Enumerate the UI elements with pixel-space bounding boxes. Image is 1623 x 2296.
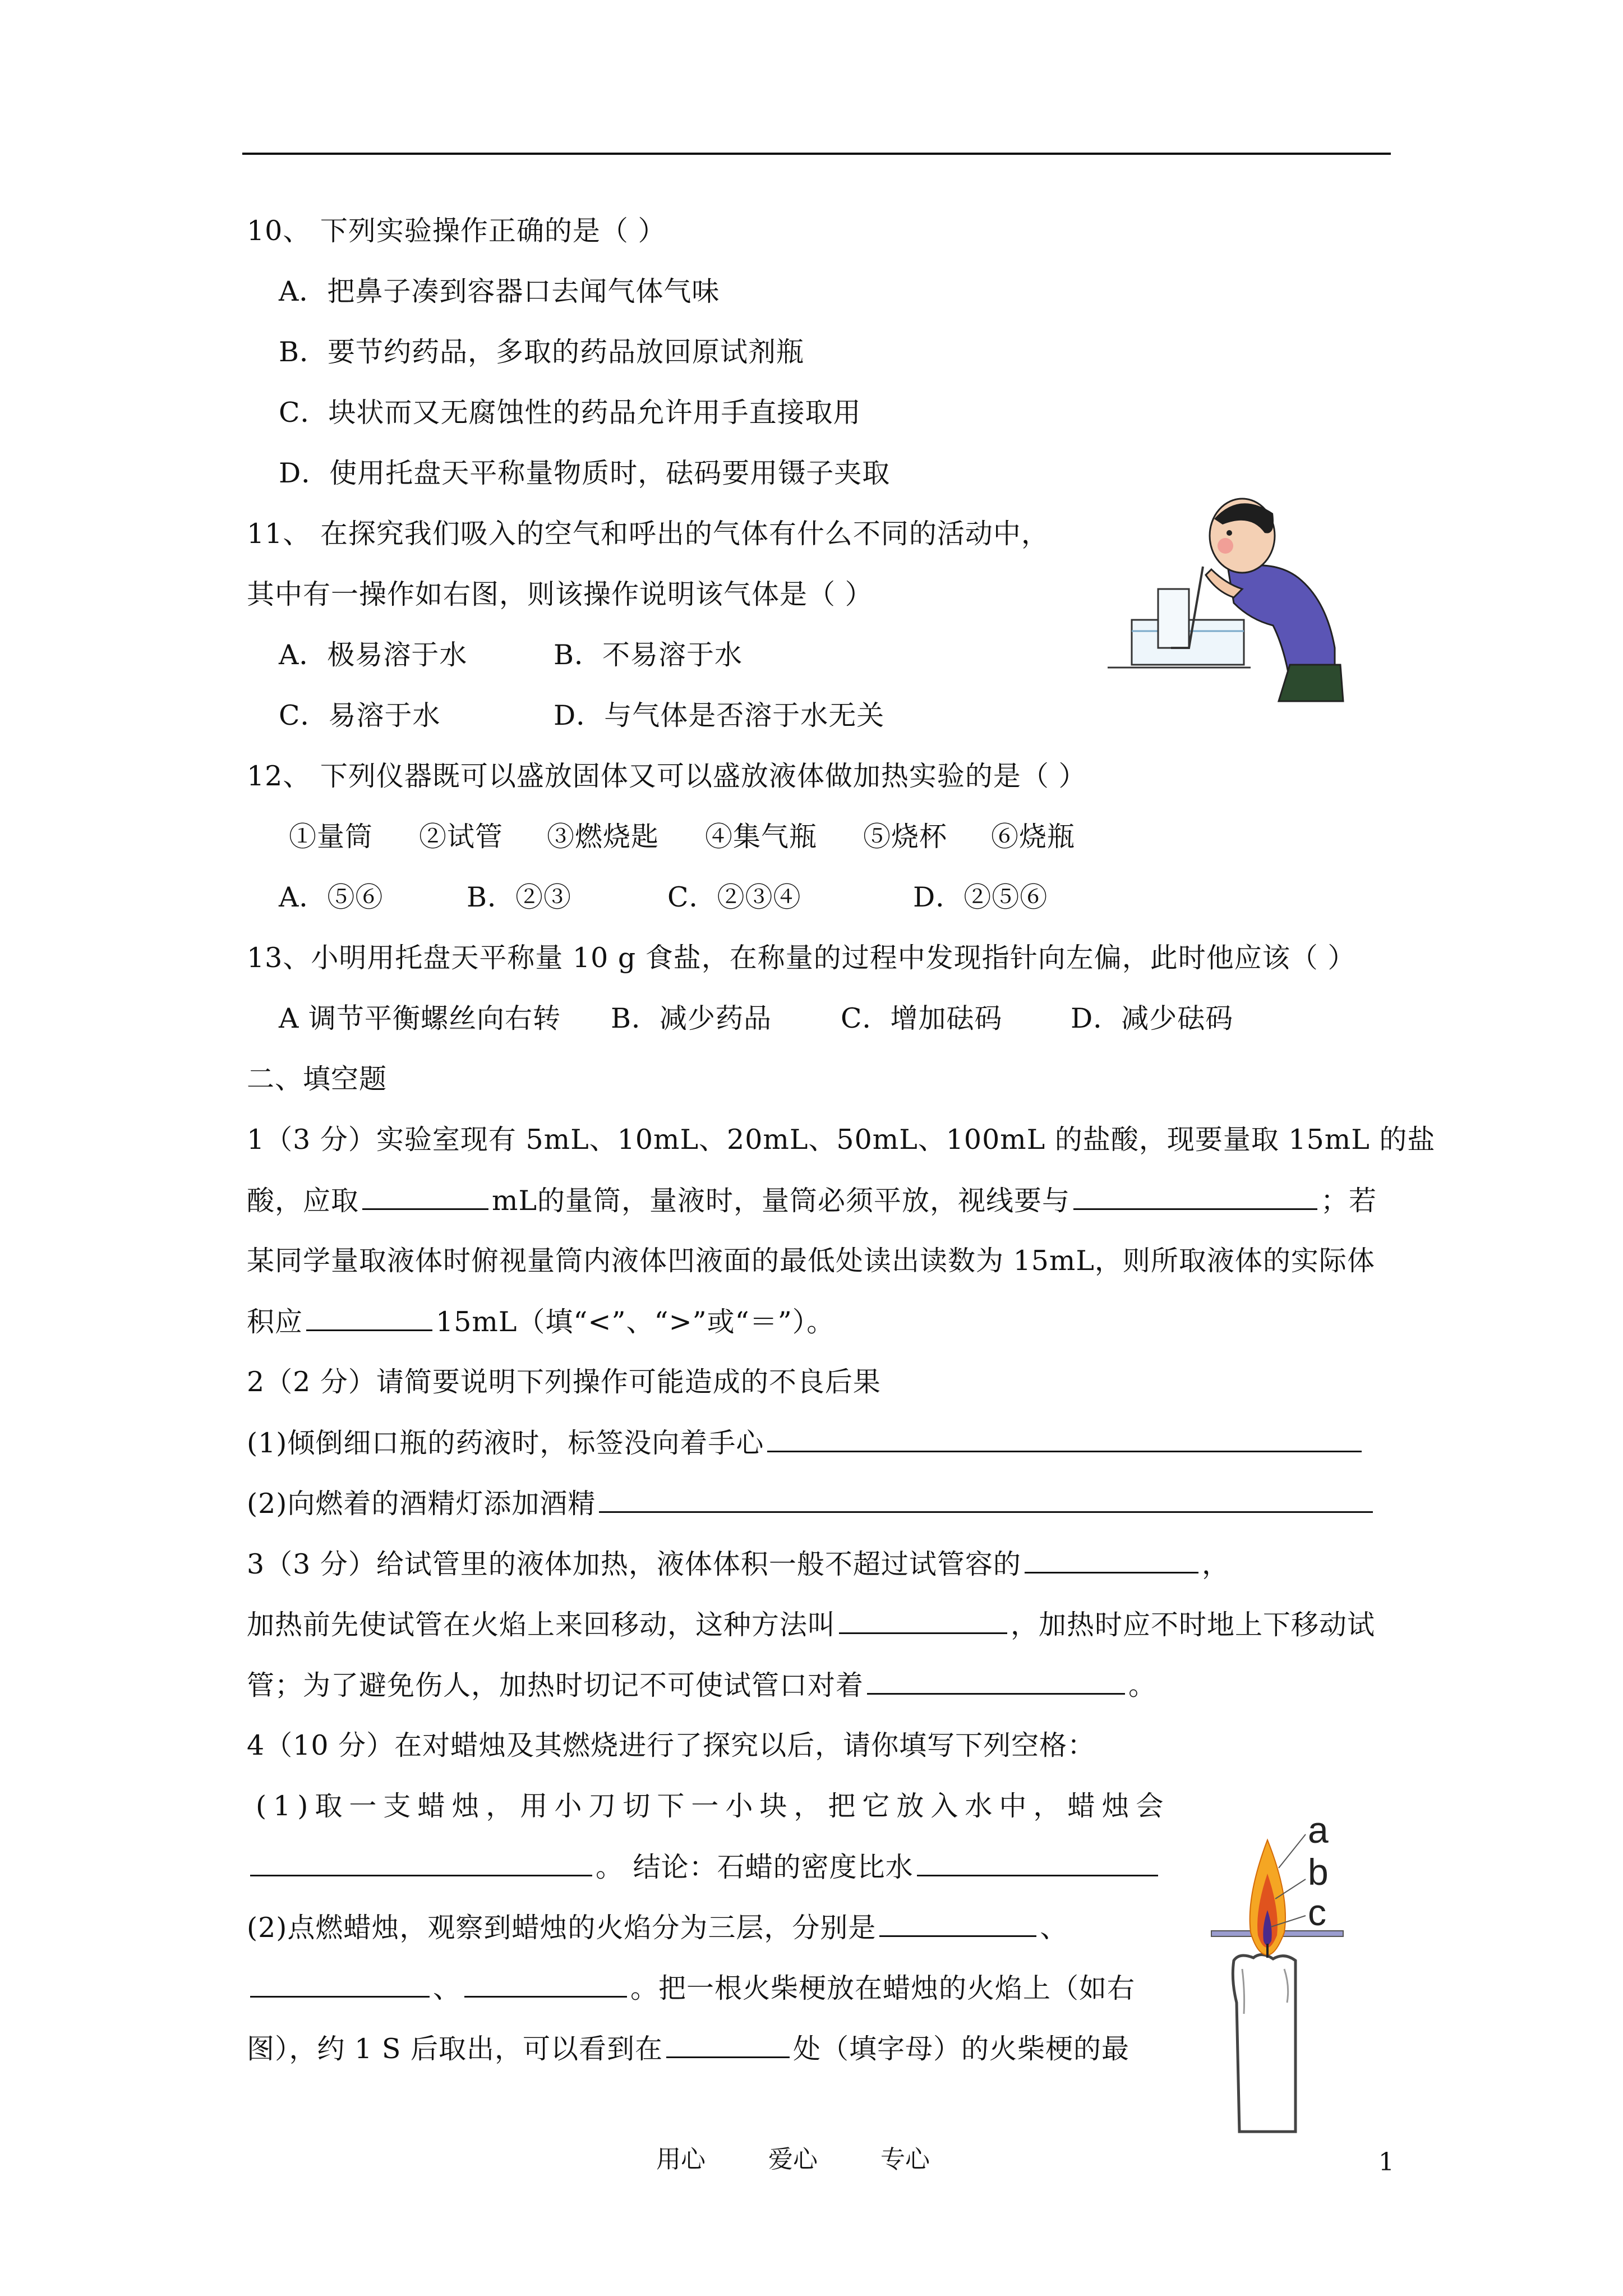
f3-blank-1[interactable]	[1025, 1547, 1198, 1573]
f1-line-4-a: 积应	[247, 1306, 303, 1338]
f2-line-3	[247, 1487, 1376, 1521]
f4-blank-1[interactable]	[250, 1850, 592, 1876]
q10-option-a: A．把鼻子凑到容器口去闻气体气味	[279, 275, 720, 307]
q13-option-c: C．增加砝码	[841, 1002, 1003, 1034]
q10-option-d: D．使用托盘天平称量物质时，砝码要用镊子夹取	[279, 457, 891, 489]
f3-line-1	[247, 1547, 1230, 1581]
f4-line-4-a: (2)点燃蜡烛，观察到蜡烛的火焰分为三层，分别是	[247, 1912, 877, 1944]
f1-line-2	[247, 1184, 1377, 1218]
f1-blank-3[interactable]	[306, 1305, 432, 1331]
f1-line-4	[247, 1305, 834, 1339]
f2-blank-2[interactable]	[599, 1487, 1373, 1513]
f4-line-4-b: 、	[1040, 1912, 1068, 1944]
q11-options-ab	[279, 638, 743, 672]
f3-line-3	[247, 1668, 1156, 1703]
q11-stem-2: 其中有一操作如右图，则该操作说明该气体是（ ）	[247, 578, 873, 610]
q11-option-d: D．与气体是否溶于水无关	[554, 700, 885, 731]
f3-line-3-b: 。	[1128, 1669, 1157, 1701]
f2-line-2-text: (1)倾倒细口瓶的药液时，标签没向着手心	[247, 1427, 764, 1459]
candle-body	[1233, 1954, 1295, 2132]
f4-line-3	[247, 1850, 1161, 1884]
f2-line-3-text: (2)向燃着的酒精灯添加酒精	[247, 1488, 596, 1520]
q11-option-a: A．极易溶于水	[279, 639, 468, 671]
q11-options-cd	[279, 699, 884, 733]
header-rule	[242, 153, 1391, 155]
candle-flame-illustration	[1206, 1801, 1352, 2137]
f3-blank-2[interactable]	[839, 1608, 1007, 1634]
f1-line-3: 某同学量取液体时俯视量筒内液体凹液面的最低处读出读数为 15mL，则所取液体的实际体	[247, 1245, 1375, 1277]
q12-item-6: ⑥烧瓶	[991, 821, 1076, 853]
f3-line-1-b: ，	[1201, 1548, 1230, 1580]
q11-stem-1: 11、 在探究我们吸入的空气和呼出的气体有什么不同的活动中，	[247, 518, 1049, 550]
f3-line-2-b: ，加热时应不时地上下移动试	[1011, 1609, 1376, 1641]
footer-item-2: 爱心	[768, 2145, 818, 2174]
footer-item-3: 专心	[880, 2145, 930, 2174]
q10-option-c: C．块状而又无腐蚀性的药品允许用手直接取用	[279, 397, 861, 429]
q12-item-4: ④集气瓶	[705, 821, 818, 853]
q12-stem: 12、 下列仪器既可以盛放固体又可以盛放液体做加热实验的是（ ）	[247, 760, 1087, 792]
f1-blank-2[interactable]	[1073, 1184, 1317, 1210]
f4-blank-4[interactable]	[250, 1971, 430, 1998]
f2-line-2	[247, 1426, 1365, 1460]
q10-stem: 10、 下列实验操作正确的是（ ）	[247, 215, 666, 247]
f4-line-2: (1)取一支蜡烛，用小刀切下一小块，把它放入水中，蜡烛会	[256, 1790, 1170, 1822]
flame-label-a: a	[1308, 1809, 1329, 1851]
f1-line-2-a: 酸，应取	[247, 1185, 359, 1217]
f4-line-6-a: 图），约 1 S 后取出，可以看到在	[247, 2033, 663, 2065]
f1-blank-1[interactable]	[362, 1184, 488, 1210]
q12-option-d: D．②⑤⑥	[913, 881, 1048, 913]
q13-options	[279, 1002, 1233, 1036]
f1-line-2-b: mL的量筒，量液时，量筒必须平放，视线要与	[492, 1185, 1071, 1217]
q13-stem: 13、小明用托盘天平称量 10 g 食盐，在称量的过程中发现指针向左偏，此时他应该（ ）	[247, 942, 1356, 974]
f4-line-5-a: 、	[433, 1972, 462, 2004]
q12-item-2: ②试管	[419, 821, 504, 853]
f1-line-1: 1（3 分）实验室现有 5mL、10mL、20mL、50mL、100mL 的盐酸，现要量取 15mL 的盐	[247, 1124, 1436, 1156]
f4-line-5	[247, 1971, 1135, 2005]
f1-line-2-c: ；若	[1321, 1185, 1377, 1217]
section-title: 二、填空题	[247, 1063, 388, 1095]
f3-line-2-a: 加热前先使试管在火焰上来回移动，这种方法叫	[247, 1609, 836, 1641]
footer-item-1: 用心	[656, 2145, 706, 2174]
q12-option-c: C．②③④	[667, 881, 801, 913]
f1-line-4-b: 15mL（填“<”、“>”或“＝”）。	[436, 1306, 835, 1338]
f4-line-6-b: 处（填字母）的火柴梗的最	[792, 2033, 1129, 2065]
q12-items	[289, 820, 1075, 854]
q10-option-b: B．要节约药品，多取的药品放回原试剂瓶	[279, 336, 805, 368]
f2-blank-1[interactable]	[767, 1426, 1362, 1452]
q12-option-b: B．②③	[467, 881, 572, 913]
f4-blank-6[interactable]	[666, 2032, 790, 2058]
f3-line-1-a: 3（3 分）给试管里的液体加热，液体体积一般不超过试管容的	[247, 1548, 1021, 1580]
q12-item-1: ①量筒	[289, 821, 374, 853]
f3-line-3-a: 管；为了避免伤人，加热时切记不可使试管口对着	[247, 1669, 864, 1701]
q12-item-3: ③燃烧匙	[547, 821, 660, 853]
page-number: 1	[1378, 2148, 1394, 2177]
f4-line-5-b: 。把一根火柴梗放在蜡烛的火焰上（如右	[630, 1972, 1136, 2004]
flame-label-b: b	[1308, 1851, 1329, 1893]
q12-option-a: A．⑤⑥	[279, 881, 384, 913]
f4-blank-5[interactable]	[464, 1971, 627, 1998]
f3-line-2	[247, 1608, 1375, 1642]
f3-blank-3[interactable]	[867, 1668, 1125, 1695]
q12-item-5: ⑤烧杯	[863, 821, 948, 853]
inverted-bottle	[1158, 589, 1189, 648]
q13-option-a: A 调节平衡螺丝向右转	[279, 1002, 561, 1034]
q13-option-b: B．减少药品	[611, 1002, 772, 1034]
f4-blank-2[interactable]	[917, 1850, 1158, 1876]
f4-line-6	[247, 2032, 1129, 2066]
q11-option-b: B．不易溶于水	[554, 639, 743, 671]
q13-option-d: D．减少砝码	[1071, 1002, 1234, 1034]
f4-line-4	[247, 1911, 1068, 1945]
q12-options	[279, 881, 1048, 914]
f4-line-3-a: 。 结论：石蜡的密度比水	[596, 1851, 914, 1883]
f4-blank-3[interactable]	[879, 1911, 1036, 1937]
flame-label-c: c	[1308, 1892, 1326, 1933]
f4-line-1: 4（10 分）在对蜡烛及其燃烧进行了探究以后，请你填写下列空格：	[247, 1729, 1096, 1761]
f2-line-1: 2（2 分）请简要说明下列操作可能造成的不良后果	[247, 1366, 881, 1398]
breath-experiment-illustration	[1105, 480, 1357, 704]
q11-option-c: C．易溶于水	[279, 700, 441, 731]
